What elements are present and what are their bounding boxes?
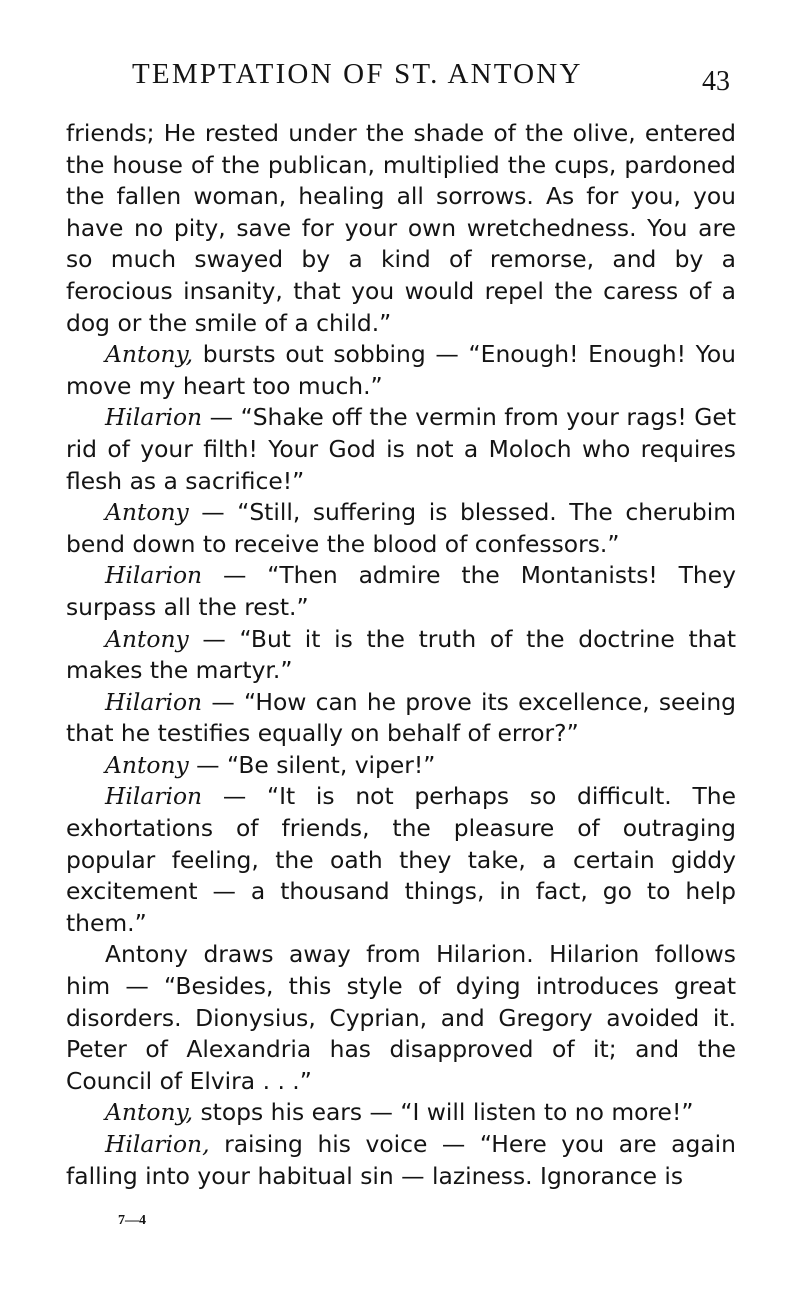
speaker-name: Hilarion xyxy=(105,687,203,716)
speaker-name: Antony xyxy=(105,750,189,779)
paragraph xyxy=(66,560,736,623)
paragraph xyxy=(66,624,736,687)
signature-mark: 7—4 xyxy=(118,1213,146,1228)
speaker-name: Hilarion xyxy=(105,403,203,432)
paragraph-text: Antony draws away from Hilarion. Hilarion follows him — “Besides, this style of dying introduces great disorders. Dionysius, Cyprian, and Gregory avoided it. Peter of Alexandria has disapproved of it; and the Council of Elvira . . .” xyxy=(66,940,736,1095)
paragraph-text: bursts out sobbing — “Enough! Enough! You move my heart too much.” xyxy=(66,340,736,400)
speaker-name: Hilarion, xyxy=(105,1130,210,1158)
paragraph xyxy=(66,118,736,339)
paragraph xyxy=(66,1129,736,1192)
running-title: TEMPTATION OF ST. ANTONY xyxy=(132,58,583,90)
paragraph-text: raising his voice — “Here you are again falling into your habitual sin — laziness. Ignorance is xyxy=(66,1130,736,1190)
speaker-name: Antony, xyxy=(105,1098,194,1127)
page-number: 43 xyxy=(702,66,730,97)
paragraph xyxy=(66,687,736,750)
paragraph xyxy=(66,402,736,497)
speaker-name: Antony xyxy=(105,624,189,653)
paragraph xyxy=(66,781,736,939)
paragraph xyxy=(66,939,736,1097)
paragraph-text: — “But it is the truth of the doctrine that makes the martyr.” xyxy=(66,624,736,685)
speaker-name: Hilarion xyxy=(105,561,203,590)
paragraph xyxy=(66,497,736,560)
paragraph-text: — “Still, suffering is blessed. The cherubim bend down to receive the blood of confessors.” xyxy=(66,498,736,558)
speaker-name: Hilarion xyxy=(105,782,203,811)
paragraph-text: — “How can he prove its excellence, seeing that he testifies equally on behalf of error?” xyxy=(66,687,736,748)
paragraph xyxy=(66,1097,736,1129)
speaker-name: Antony xyxy=(105,498,189,527)
speaker-name: Antony, xyxy=(105,340,194,369)
paragraph-text: — “Be silent, viper!” xyxy=(188,750,436,779)
paragraph-text: stops his ears — “I will listen to no more!” xyxy=(193,1098,694,1127)
paragraph xyxy=(66,750,736,782)
paragraph-text: friends; He rested under the shade of the olive, entered the house of the publican, multiplied the cups, pardoned the fallen woman, healing all sorrows. As for you, you have no pity, save for your own wretchedness. You are so much swayed by a kind of remorse, and by a ferocious insanity, that you would repel the caress of a dog or the smile of a child.” xyxy=(66,119,736,337)
paragraph-text: — “Then admire the Montanists! They surpass all the rest.” xyxy=(66,561,736,621)
paragraph-text: — “Shake off the vermin from your rags! Get rid of your filth! Your God is not a Moloch who requires flesh as a sacrifice!” xyxy=(66,403,736,495)
paragraph xyxy=(66,339,736,402)
paragraph-text: — “It is not perhaps so difficult. The exhortations of friends, the pleasure of outraging popular feeling, the oath they take, a certain giddy excitement — a thousand things, in fact, go to help them.” xyxy=(66,782,736,937)
body-text xyxy=(66,118,736,1192)
running-header xyxy=(132,58,742,102)
